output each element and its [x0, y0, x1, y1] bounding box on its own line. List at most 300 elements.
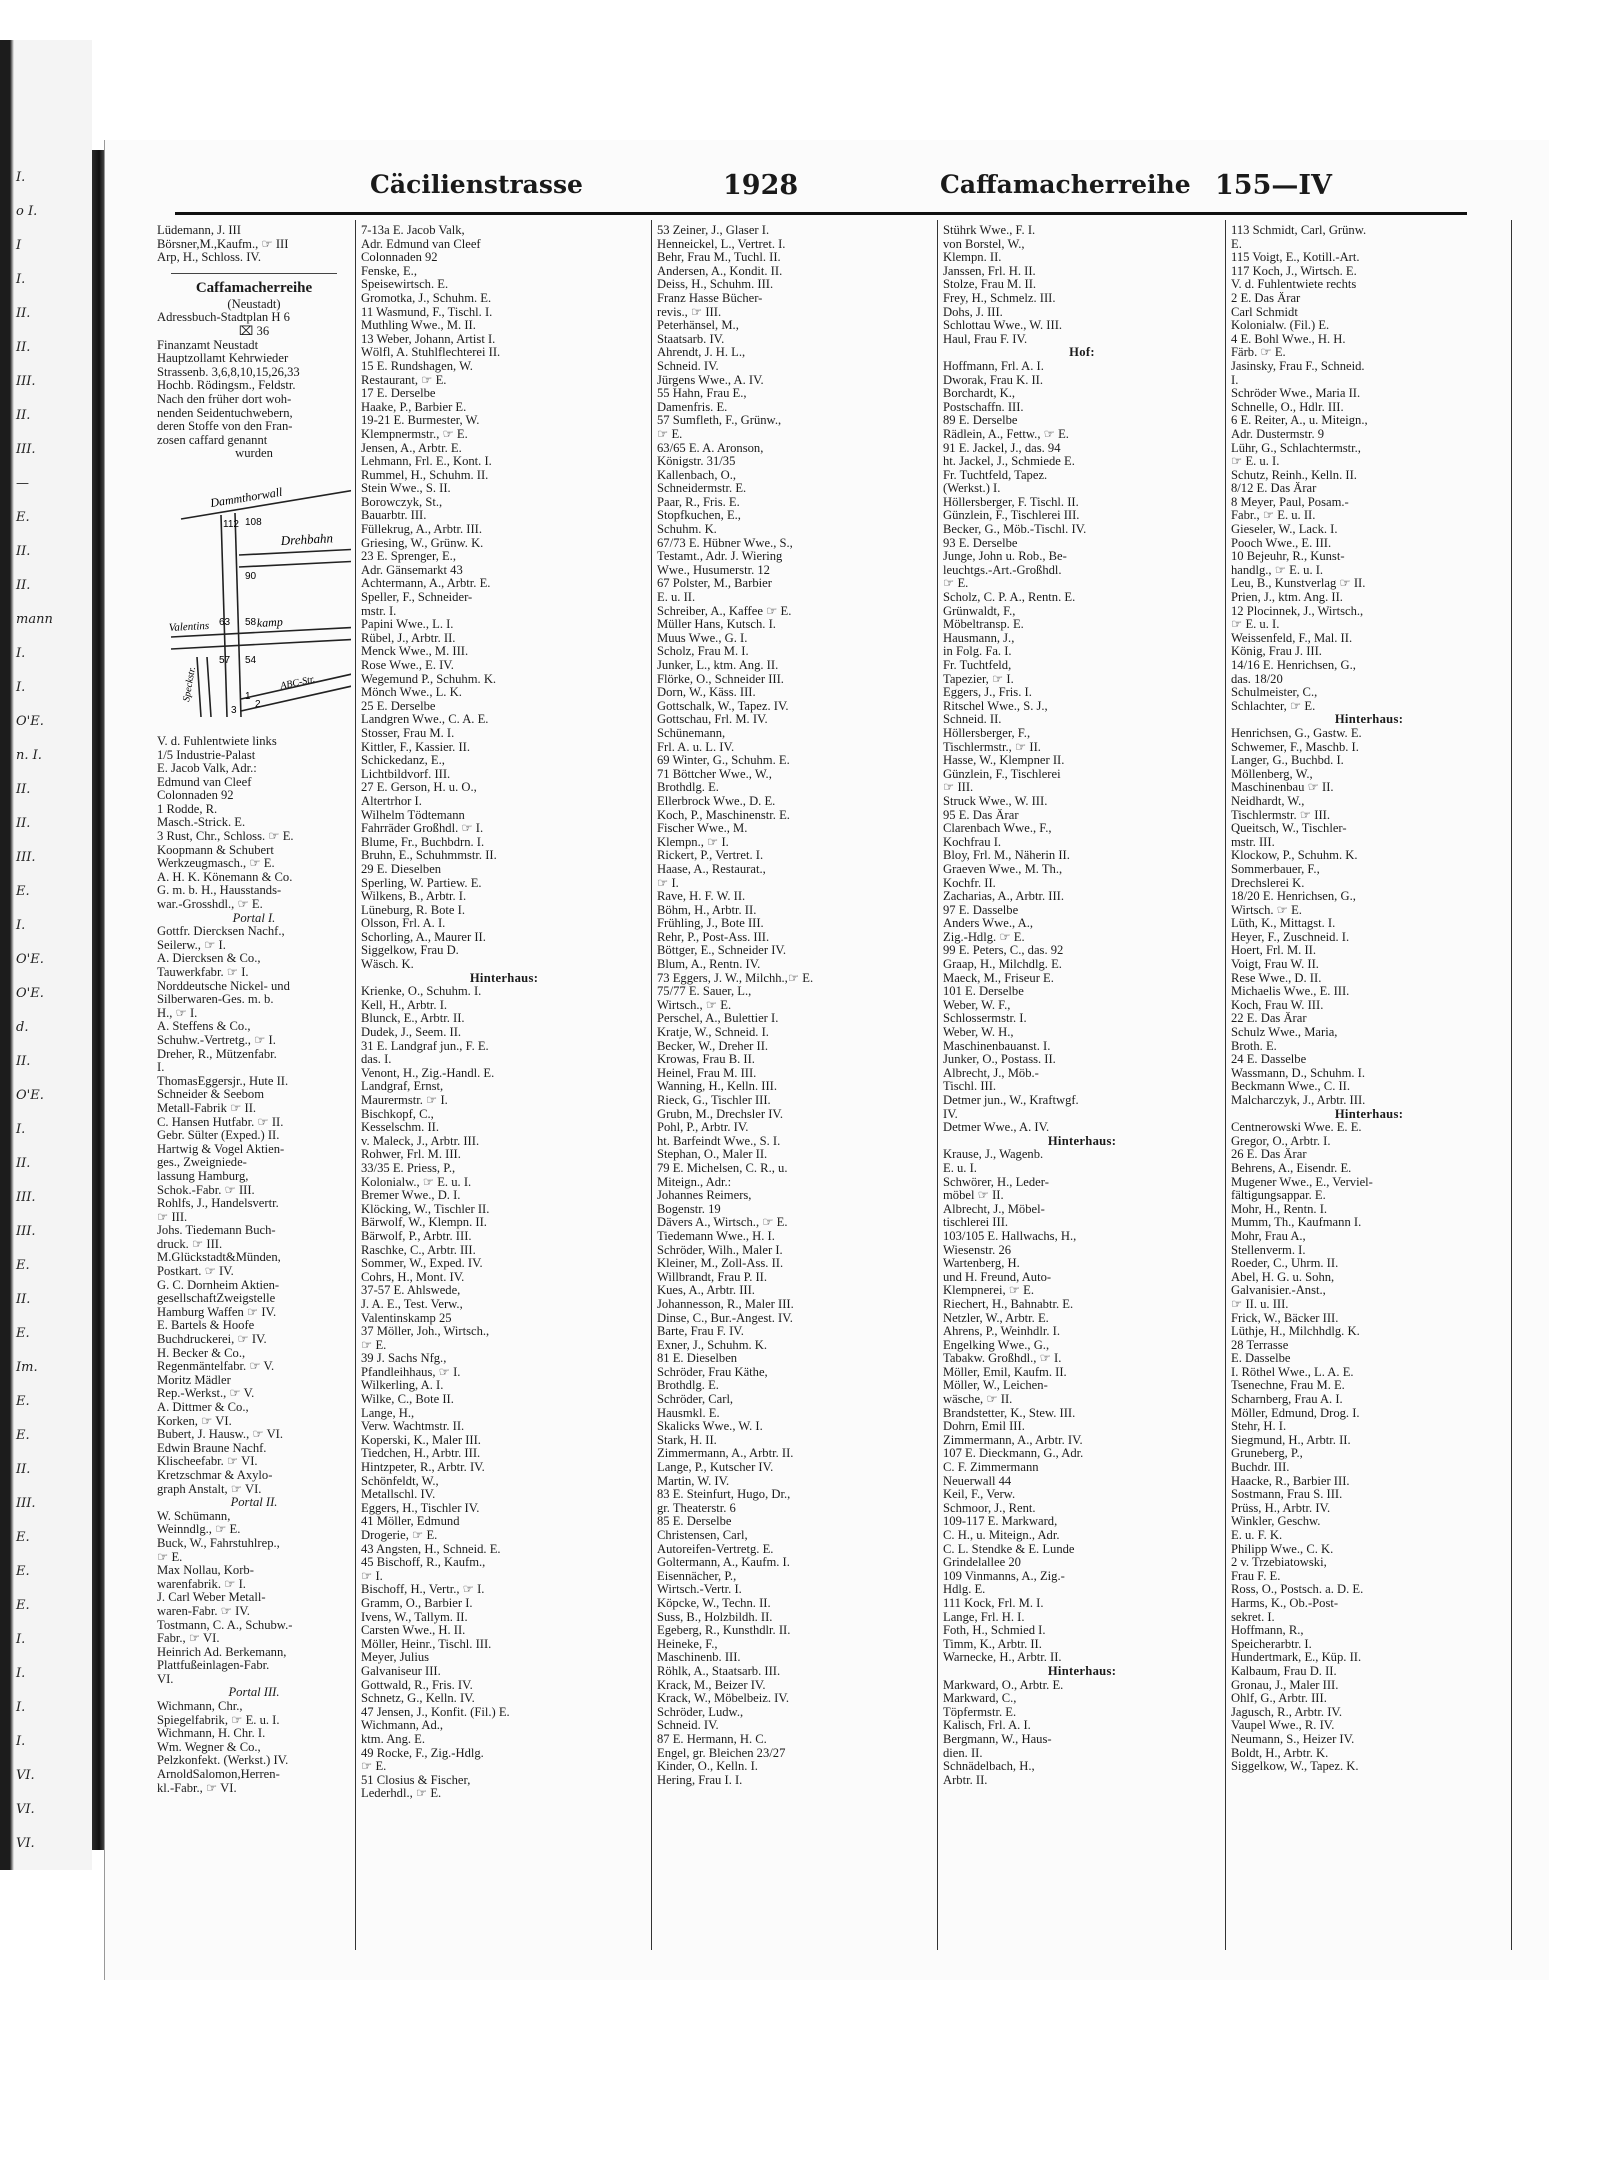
- directory-line: Stolze, Frau M. II.: [943, 278, 1037, 292]
- directory-line: Schröder, Wilh., Maler I.: [657, 1243, 783, 1257]
- directory-line: Schneidermstr. E.: [657, 482, 747, 496]
- directory-line: Sostmann, Frau S. III.: [1231, 1488, 1343, 1502]
- directory-line: Eggers, J., Fris. I.: [943, 686, 1032, 700]
- directory-line: Schlottau Wwe., W. III.: [943, 319, 1063, 333]
- previous-page-fragment: E.: [16, 1258, 30, 1273]
- previous-page-fragment: VI.: [16, 1802, 35, 1817]
- directory-line: Frau F. E.: [1231, 1569, 1281, 1583]
- directory-line: Röhlk, A., Staatsarb. III.: [657, 1664, 781, 1678]
- directory-line: druck. ☞ III.: [157, 1237, 223, 1251]
- directory-line: fältigungsappar. E.: [1231, 1189, 1326, 1203]
- directory-line: Fr. Tuchtfeld,: [943, 659, 1012, 672]
- previous-page-fragment: II.: [16, 782, 31, 797]
- directory-line: 67 Polster, M., Barbier: [657, 577, 772, 591]
- directory-line: Tiedemann Wwe., H. I.: [657, 1229, 775, 1243]
- directory-line: Fabr., ☞ E. u. II.: [1231, 509, 1316, 523]
- directory-line: Carsten Wwe., H. II.: [361, 1624, 466, 1638]
- directory-line: 71 Böttcher Wwe., W.,: [657, 767, 772, 781]
- directory-line: Weinndlg., ☞ E.: [157, 1523, 241, 1537]
- directory-line: Hausmkl. E.: [657, 1406, 720, 1420]
- directory-line: Gromotka, J., Schuhm. E.: [361, 291, 492, 305]
- directory-line: wurden: [235, 447, 273, 461]
- directory-line: Wirtsch., ☞ E.: [657, 998, 732, 1012]
- directory-line: Engel, gr. Bleichen 23/27: [657, 1746, 786, 1760]
- directory-line: Harms, K., Ob.-Post-: [1231, 1596, 1339, 1610]
- directory-line: 23 E. Sprenger, E.,: [361, 550, 456, 564]
- map-street-line: [239, 561, 351, 567]
- directory-line: H., ☞ I.: [157, 1006, 198, 1020]
- directory-line: Günzlein, F., Tischlerei III.: [943, 509, 1080, 523]
- directory-line: Graeven Wwe., M. Th.,: [943, 862, 1063, 876]
- directory-line: H. Becker & Co.,: [157, 1346, 246, 1360]
- map-house-number: 90: [245, 570, 257, 582]
- directory-line: Max Nollau, Korb-: [157, 1564, 254, 1578]
- directory-line: 18/20 E. Henrichsen, G.,: [1231, 890, 1356, 904]
- directory-line: 29 E. Dieselben: [361, 862, 442, 876]
- directory-line: Börsner,M.,Kaufm., ☞ III: [157, 237, 289, 251]
- directory-line: Postkart. ☞ IV.: [157, 1265, 234, 1279]
- directory-line: Bischoff, H., Vertr., ☞ I.: [361, 1583, 485, 1597]
- directory-line: Hochb. Rödingsm., Feldstr.: [157, 379, 296, 393]
- directory-line: Stührk Wwe., F. I.: [943, 224, 1036, 237]
- directory-line: ☞ E.: [657, 427, 683, 441]
- map-house-number: 2: [255, 698, 261, 710]
- directory-line: 49 Rocke, F., Zig.-Hdlg.: [361, 1746, 484, 1760]
- directory-line: Lüdemann, J. III: [157, 224, 241, 237]
- directory-line: Hartwig & Vogel Aktien-: [157, 1142, 285, 1156]
- directory-line: Zimmermann, A., Arbtr. IV.: [943, 1433, 1083, 1447]
- directory-line: Wwe., Husumerstr. 12: [657, 563, 770, 577]
- directory-line: Leu, B., Kunstverlag ☞ II.: [1231, 577, 1366, 591]
- directory-line: Tiedchen, H., Arbtr. III.: [361, 1447, 481, 1461]
- directory-line: Schwörer, H., Leder-: [943, 1175, 1049, 1189]
- directory-line: Flörke, O., Schneider III.: [657, 672, 784, 686]
- directory-line: Wilkens, B., Arbtr. I.: [361, 890, 467, 904]
- directory-line: Hoffmann, Frl. A. I.: [943, 359, 1044, 373]
- directory-line: Krienke, O., Schuhm. I.: [361, 985, 482, 999]
- directory-line: (Werkst.) I.: [943, 482, 1001, 496]
- directory-line: Jagusch, R., Arbtr. IV.: [1231, 1705, 1343, 1719]
- directory-line: Philipp Wwe., C. K.: [1231, 1542, 1334, 1556]
- directory-line: Maschinenbau ☞ II.: [1231, 781, 1334, 795]
- directory-line: warenfabrik. ☞ I.: [157, 1577, 246, 1591]
- column-5: [1231, 224, 1507, 1944]
- map-house-number: 54: [245, 654, 257, 666]
- directory-line: Schreiber, A., Kaffee ☞ E.: [657, 604, 792, 618]
- directory-line: Müller Hans, Kutsch. I.: [657, 618, 776, 632]
- directory-line: 89 E. Derselbe: [943, 414, 1018, 428]
- directory-line: C. F. Zimmermann: [943, 1461, 1039, 1475]
- map-house-number: 57: [219, 654, 231, 666]
- directory-line: Scharnberg, Frau A. I.: [1231, 1393, 1343, 1407]
- directory-line: Siegmund, H., Arbtr. II.: [1231, 1433, 1351, 1447]
- previous-page-fragment: III.: [16, 1190, 36, 1205]
- directory-line: Möbeltransp. E.: [943, 618, 1024, 632]
- directory-line: Mohr, Frau A.,: [1231, 1229, 1306, 1243]
- portal-label: Portal I.: [232, 911, 276, 925]
- directory-line: Hauptzollamt Kehrwieder: [157, 352, 289, 366]
- directory-line: Bischkopf, C.,: [361, 1107, 434, 1121]
- directory-line: Scholz, C. P. A., Rentn. E.: [943, 591, 1076, 605]
- directory-line: gr. Theaterstr. 6: [657, 1501, 736, 1515]
- directory-line: dien. II.: [943, 1746, 983, 1760]
- directory-line: Edwin Braune Nachf.: [157, 1441, 267, 1455]
- directory-line: Schwemer, F., Maschb. I.: [1231, 740, 1359, 754]
- directory-line: Klempnermstr., ☞ E.: [361, 427, 468, 441]
- directory-line: Rummel, H., Schuhm. II.: [361, 468, 489, 482]
- directory-line: Schnelle, O., Hdlr. III.: [1231, 400, 1344, 414]
- directory-line: Paar, R., Fris. E.: [657, 495, 740, 509]
- directory-line: Grünwaldt, F.,: [943, 604, 1016, 618]
- previous-page-fragment: II.: [16, 408, 31, 423]
- directory-line: Stehr, H. I.: [1231, 1420, 1287, 1434]
- directory-line: revis., ☞ III.: [657, 305, 722, 319]
- directory-line: 33/35 E. Priess, P.,: [361, 1161, 456, 1175]
- directory-line: Hamburg Waffen ☞ IV.: [157, 1305, 277, 1319]
- column-3: [657, 224, 933, 1944]
- previous-page-fragment: I.: [16, 1734, 26, 1749]
- directory-line: Wilke, C., Bote II.: [361, 1393, 454, 1407]
- directory-line: 15 E. Rundshagen, W.: [361, 359, 473, 373]
- directory-line: Gramm, O., Barbier I.: [361, 1596, 473, 1610]
- directory-line: möbel ☞ II.: [943, 1189, 1004, 1203]
- previous-page-fragment: II.: [16, 578, 31, 593]
- directory-line: Goltermann, A., Kaufm. I.: [657, 1556, 790, 1570]
- directory-line: Koperski, K., Maler III.: [361, 1433, 481, 1447]
- directory-line: Möllenberg, W.,: [1231, 767, 1313, 781]
- directory-line: Dorn, W., Käss. III.: [657, 686, 756, 700]
- directory-line: Jürgens Wwe., A. IV.: [657, 373, 764, 387]
- directory-line: Möller, W., Leichen-: [943, 1379, 1048, 1393]
- directory-line: Hintzpeter, R., Arbtr. IV.: [361, 1461, 485, 1475]
- directory-line: ktm. Ang. E.: [361, 1732, 426, 1746]
- directory-line: 13 Weber, Johann, Artist I.: [361, 332, 496, 346]
- directory-line: 109 Vinmanns, A., Zig.-: [943, 1569, 1065, 1583]
- directory-line: I.: [1231, 373, 1239, 387]
- directory-line: 57 Sumfleth, F., Grünw.,: [657, 414, 782, 428]
- previous-page-fragment: VI.: [16, 1836, 35, 1851]
- directory-line: I. Röthel Wwe., L. A. E.: [1231, 1365, 1354, 1379]
- directory-line: mstr. III.: [1231, 835, 1275, 849]
- previous-page-fragment: II.: [16, 544, 31, 559]
- directory-line: Hering, Frau I. I.: [657, 1773, 743, 1787]
- directory-line: 103/105 E. Hallwachs, H.,: [943, 1229, 1077, 1243]
- directory-line: 95 E. Das Ärar: [943, 808, 1019, 822]
- directory-line: C. L. Stendke & E. Lunde: [943, 1542, 1075, 1556]
- directory-line: 25 E. Derselbe: [361, 699, 436, 713]
- directory-line: ☞ E. u. I.: [1231, 455, 1280, 469]
- directory-line: Ohlf, G., Arbtr. III.: [1231, 1692, 1327, 1706]
- directory-line: 28 Terrasse: [1231, 1338, 1289, 1352]
- directory-line: Clarenbach Wwe., F.,: [943, 822, 1052, 836]
- directory-line: I.: [157, 1061, 165, 1075]
- directory-line: Bauarbtr. III.: [361, 509, 427, 523]
- directory-line: Fahrräder Großhdl. ☞ I.: [361, 822, 484, 836]
- directory-line: Gottfr. Diercksen Nachf.,: [157, 925, 285, 939]
- directory-page: [104, 140, 1549, 1980]
- directory-line: Markward, C.,: [943, 1692, 1017, 1706]
- directory-line: Scholz, Frau M. I.: [657, 645, 749, 659]
- directory-line: Lehmann, Frl. E., Kont. I.: [361, 455, 492, 469]
- directory-line: Lichtbildvorf. III.: [361, 767, 451, 781]
- directory-line: 2 v. Trzebiatowski,: [1231, 1556, 1327, 1570]
- directory-line: Finanzamt Neustadt: [157, 338, 259, 352]
- running-head-left: Cäcilienstrasse: [370, 170, 583, 199]
- directory-line: Tischlermstr. ☞ III.: [1231, 808, 1330, 822]
- directory-line: Hoert, Frl. M. II.: [1231, 944, 1316, 958]
- map-street-label: Speckstr.: [181, 665, 199, 703]
- directory-line: Schröder Wwe., Maria II.: [1231, 387, 1361, 401]
- directory-line: Gebr. Sülter (Exped.) II.: [157, 1129, 280, 1143]
- directory-line: Bremer Wwe., D. I.: [361, 1189, 461, 1203]
- directory-line: Schulmeister, C.,: [1231, 686, 1318, 700]
- directory-line: Pohl, P., Arbtr. IV.: [657, 1121, 749, 1135]
- directory-line: Krause, J., Wagenb.: [943, 1148, 1044, 1162]
- column-2: [361, 224, 647, 1944]
- directory-line: Achtermann, A., Arbtr. E.: [361, 577, 491, 591]
- directory-line: Weber, W. H.,: [943, 1026, 1014, 1040]
- directory-line: Tapezier, ☞ I.: [943, 672, 1014, 686]
- directory-line: Gregor, O., Arbtr. I.: [1231, 1134, 1331, 1148]
- directory-line: Kinder, O., Kelln. I.: [657, 1760, 758, 1774]
- directory-line: Masch.-Strick. E.: [157, 816, 246, 830]
- directory-line: 22 E. Das Ärar: [1231, 1012, 1307, 1026]
- directory-line: Weber, W. F.,: [943, 998, 1011, 1012]
- previous-page-fragment: E.: [16, 510, 30, 525]
- directory-line: Zacharias, A., Arbtr. III.: [943, 890, 1064, 904]
- directory-line: Muus Wwe., G. I.: [657, 631, 748, 645]
- directory-line: Johannesson, R., Maler III.: [657, 1297, 794, 1311]
- directory-line: C. Hansen Hutfabr. ☞ II.: [157, 1115, 284, 1129]
- directory-line: Möller, Emil, Kaufm. II.: [943, 1365, 1067, 1379]
- directory-line: Roeder, C., Uhrm. II.: [1231, 1257, 1339, 1271]
- directory-line: 6 E. Reiter, A., u. Miteign.,: [1231, 414, 1368, 428]
- directory-line: Rübel, J., Arbtr. II.: [361, 631, 456, 645]
- directory-line: 14/16 E. Henrichsen, G.,: [1231, 659, 1356, 672]
- directory-line: Ahrens, P., Weinhdlr. I.: [943, 1325, 1060, 1339]
- directory-line: Gronau, J., Maler III.: [1231, 1678, 1339, 1692]
- directory-line: Maschinenb. III.: [657, 1651, 741, 1665]
- directory-line: Adr. Gänsemarkt 43: [361, 563, 463, 577]
- directory-line: Dinse, C., Bur.-Angest. IV.: [657, 1311, 793, 1325]
- directory-line: A. H. K. Könemann & Co.: [157, 870, 293, 884]
- previous-page-fragment: E.: [16, 1428, 30, 1443]
- directory-line: 97 E. Dasselbe: [943, 903, 1019, 917]
- previous-page-fragment: II.: [16, 340, 31, 355]
- directory-line: ThomasEggersjr., Hute II.: [157, 1074, 289, 1088]
- directory-line: A. Dittmer & Co.,: [157, 1401, 249, 1414]
- previous-page-fragment: o I.: [16, 204, 38, 219]
- directory-line: Stellenverm. I.: [1231, 1243, 1306, 1257]
- directory-line: Markward, O., Arbtr. E.: [943, 1678, 1064, 1692]
- directory-line: Speicherarbtr. I.: [1231, 1637, 1312, 1651]
- directory-line: 69 Winter, G., Schuhm. E.: [657, 754, 790, 768]
- directory-line: Foth, H., Schmied I.: [943, 1624, 1046, 1638]
- directory-line: Wilhelm Tödtemann: [361, 808, 465, 822]
- directory-line: Gruneberg, P.,: [1231, 1447, 1303, 1461]
- directory-line: Eisennächer, P.,: [657, 1569, 737, 1583]
- directory-line: Restaurant, ☞ E.: [361, 373, 447, 387]
- directory-line: Landgren Wwe., C. A. E.: [361, 713, 489, 727]
- map-street-label: Dammthorwall: [209, 484, 284, 510]
- directory-line: Hasse, W., Klempner II.: [943, 754, 1065, 768]
- directory-line: Schneider & Seebom: [157, 1088, 265, 1102]
- directory-line: E. u. II.: [657, 591, 696, 605]
- scan-margin-top: [0, 0, 1600, 40]
- directory-line: lassung Hamburg,: [157, 1169, 249, 1183]
- directory-line: J. A. E., Test. Verw.,: [361, 1297, 463, 1311]
- directory-line: ht. Jackel, J., Schmiede E.: [943, 455, 1075, 469]
- map-street-label: Drehbahn: [280, 530, 334, 548]
- directory-line: Siggelkow, Frau D.: [361, 944, 459, 958]
- directory-line: ☞ I.: [657, 876, 679, 890]
- directory-line: Mugener Wwe., E., Verviel-: [1231, 1175, 1373, 1189]
- directory-line: Rohlfs, J., Handelsvertr.: [157, 1197, 279, 1211]
- directory-line: 41 Möller, Edmund: [361, 1515, 460, 1529]
- directory-line: Tostmann, C. A., Schubw.-: [157, 1618, 293, 1632]
- directory-line: Henneickel, L., Vertret. I.: [657, 237, 786, 251]
- directory-line: 53 Zeiner, J., Glaser I.: [657, 224, 770, 237]
- section-label: Hinterhaus:: [1047, 1664, 1117, 1678]
- directory-line: nenden Seidentuchwebern,: [157, 406, 293, 420]
- directory-line: 63/65 E. A. Aronson,: [657, 441, 764, 455]
- directory-line: Dohs, J. III.: [943, 305, 1003, 319]
- directory-line: waren-Fabr. ☞ IV.: [157, 1604, 250, 1618]
- directory-line: Lüthje, H., Milchhdlg. K.: [1231, 1325, 1360, 1339]
- directory-line: 4 E. Bohl Wwe., H. H.: [1231, 332, 1346, 346]
- directory-line: Mumm, Th., Kaufmann I.: [1231, 1216, 1362, 1230]
- previous-page-fragment: II.: [16, 1292, 31, 1307]
- directory-line: Tauwerkfabr. ☞ I.: [157, 966, 249, 979]
- previous-page-fragment: E.: [16, 1326, 30, 1341]
- directory-line: Grindelallee 20: [943, 1556, 1021, 1570]
- directory-line: 83 E. Steinfurt, Hugo, Dr.,: [657, 1488, 791, 1502]
- directory-line: Moritz Mädler: [157, 1373, 231, 1387]
- directory-line: Kolonialw., ☞ E. u. I.: [361, 1175, 472, 1189]
- directory-line: Colonnaden 92: [361, 251, 438, 265]
- directory-line: Rehr, P., Post-Ass. III.: [657, 930, 770, 944]
- directory-line: Dudek, J., Seem. II.: [361, 1026, 462, 1040]
- directory-line: Wichmann, Ad.,: [361, 1719, 444, 1733]
- previous-page-fragment: O'E.: [16, 714, 44, 729]
- directory-line: Willbrandt, Frau P. II.: [657, 1270, 768, 1284]
- directory-line: ⌧ 36: [238, 324, 270, 338]
- directory-line: 12 Plocinnek, J., Wirtsch.,: [1231, 604, 1364, 618]
- directory-line: Schneid. IV.: [657, 1719, 719, 1733]
- directory-line: Schröder, Ludw.,: [657, 1705, 744, 1719]
- directory-line: 107 E. Dieckmann, G., Adr.: [943, 1447, 1084, 1461]
- directory-line: Kallenbach, O.,: [657, 468, 737, 482]
- directory-line: Schnetz, G., Kelln. IV.: [361, 1692, 475, 1706]
- directory-line: 117 Koch, J., Wirtsch. E.: [1231, 264, 1357, 278]
- directory-line: 43 Angsten, H., Schneid. E.: [361, 1542, 501, 1556]
- directory-line: Lange, Frl. H. I.: [943, 1610, 1025, 1624]
- directory-line: Dreher, R., Mützenfabr.: [157, 1047, 277, 1061]
- directory-line: Testamt., Adr. J. Wiering: [657, 550, 783, 564]
- directory-line: 93 E. Derselbe: [943, 536, 1018, 550]
- directory-line: ☞ E.: [361, 1760, 387, 1774]
- directory-line: ArnoldSalomon,Herren-: [157, 1768, 280, 1782]
- directory-line: Borowczyk, St.,: [361, 495, 443, 509]
- map-house-number: 63: [219, 616, 231, 628]
- directory-line: Silberwaren-Ges. m. b.: [157, 993, 274, 1007]
- directory-line: E. Dasselbe: [1231, 1352, 1291, 1366]
- directory-line: Krack, M., Beizer IV.: [657, 1678, 766, 1692]
- directory-line: Drechslerei K.: [1231, 876, 1305, 890]
- directory-line: Höllersberger, F. Tischl. II.: [943, 495, 1079, 509]
- directory-line: 115 Voigt, E., Kotill.-Art.: [1231, 251, 1360, 265]
- directory-line: Kratje, W., Schneid. I.: [657, 1026, 769, 1040]
- directory-line: Koch, Frau W. III.: [1231, 998, 1324, 1012]
- directory-line: Prüss, H., Arbtr. IV.: [1231, 1501, 1331, 1515]
- directory-line: G. m. b. H., Hausstands-: [157, 884, 282, 898]
- directory-line: 3 Rust, Chr., Schloss. ☞ E.: [157, 830, 294, 844]
- previous-page-fragment: E.: [16, 1394, 30, 1409]
- directory-line: Wanning, H., Kelln. III.: [657, 1080, 777, 1094]
- directory-line: Lüth, K., Mittagst. I.: [1231, 917, 1336, 931]
- directory-line: E. Jacob Valk, Adr.:: [157, 762, 257, 776]
- directory-line: Fabr., ☞ VI.: [157, 1632, 220, 1646]
- previous-page-fragment: d.: [16, 1020, 29, 1035]
- directory-line: 111 Kock, Frl. M. I.: [943, 1596, 1044, 1610]
- map-house-number: 3: [231, 704, 237, 716]
- directory-line: Stein Wwe., S. II.: [361, 482, 451, 496]
- directory-line: Frey, H., Schmelz. III.: [943, 291, 1056, 305]
- directory-line: Koopmann & Schubert: [157, 843, 274, 857]
- directory-line: Heyer, F., Zuschneid. I.: [1231, 930, 1350, 944]
- directory-line: Schneid. II.: [943, 713, 1002, 727]
- directory-line: Günzlein, F., Tischlerei: [943, 767, 1061, 781]
- directory-line: Bärwolf, P., Arbtr. III.: [361, 1229, 472, 1243]
- directory-line: Norddeutsche Nickel- und: [157, 979, 290, 993]
- map-street-line: [171, 639, 351, 649]
- previous-page-fragment: II.: [16, 1054, 31, 1069]
- directory-line: Albrecht, J., Möb.-: [943, 1066, 1039, 1080]
- previous-page-fragment: II.: [16, 306, 31, 321]
- directory-line: in Folg. Fa. I.: [943, 645, 1012, 659]
- directory-line: Schulz Wwe., Maria,: [1231, 1026, 1338, 1040]
- section-label: Hinterhaus:: [1334, 1107, 1404, 1121]
- directory-line: ☞ E.: [943, 577, 969, 591]
- previous-page-fragment: II.: [16, 1462, 31, 1477]
- map-street-line: [207, 657, 211, 717]
- directory-line: 113 Schmidt, Carl, Grünw.: [1231, 224, 1367, 237]
- directory-line: Buck, W., Fahrstuhlrep.,: [157, 1536, 280, 1550]
- directory-line: E. u. I.: [943, 1161, 977, 1175]
- directory-line: Heinel, Frau M. III.: [657, 1066, 757, 1080]
- directory-line: Galvaniseur III.: [361, 1664, 441, 1678]
- directory-line: Venont, H., Zig.-Handl. E.: [361, 1066, 495, 1080]
- directory-line: Wichmann, H. Chr. I.: [157, 1727, 266, 1741]
- previous-page-fragment: O'E.: [16, 952, 44, 967]
- directory-line: von Borstel, W.,: [943, 237, 1025, 251]
- directory-line: 73 Eggers, J. W., Milchh.,☞ E.: [657, 971, 814, 985]
- directory-line: 67/73 E. Hübner Wwe., S.,: [657, 536, 793, 550]
- previous-page-fragment: E.: [16, 1564, 30, 1579]
- previous-page-fragment: I.: [16, 272, 26, 287]
- book-spine: [92, 150, 104, 1850]
- directory-line: Schnädelbach, H.,: [943, 1760, 1035, 1774]
- directory-line: 19-21 E. Burmester, W.: [361, 414, 480, 428]
- directory-line: 45 Bischoff, R., Kaufm.,: [361, 1556, 486, 1570]
- directory-line: Altertrhor I.: [361, 794, 422, 808]
- directory-line: Pfandleihhaus, ☞ I.: [361, 1365, 461, 1379]
- directory-line: Pooch Wwe., E. III.: [1231, 536, 1332, 550]
- directory-line: Junge, John u. Rob., Be-: [943, 550, 1067, 564]
- directory-line: Mohr, H., Rentn. I.: [1231, 1202, 1328, 1216]
- directory-line: Schmoor, J., Rent.: [943, 1501, 1036, 1515]
- previous-page-fragment: I.: [16, 1632, 26, 1647]
